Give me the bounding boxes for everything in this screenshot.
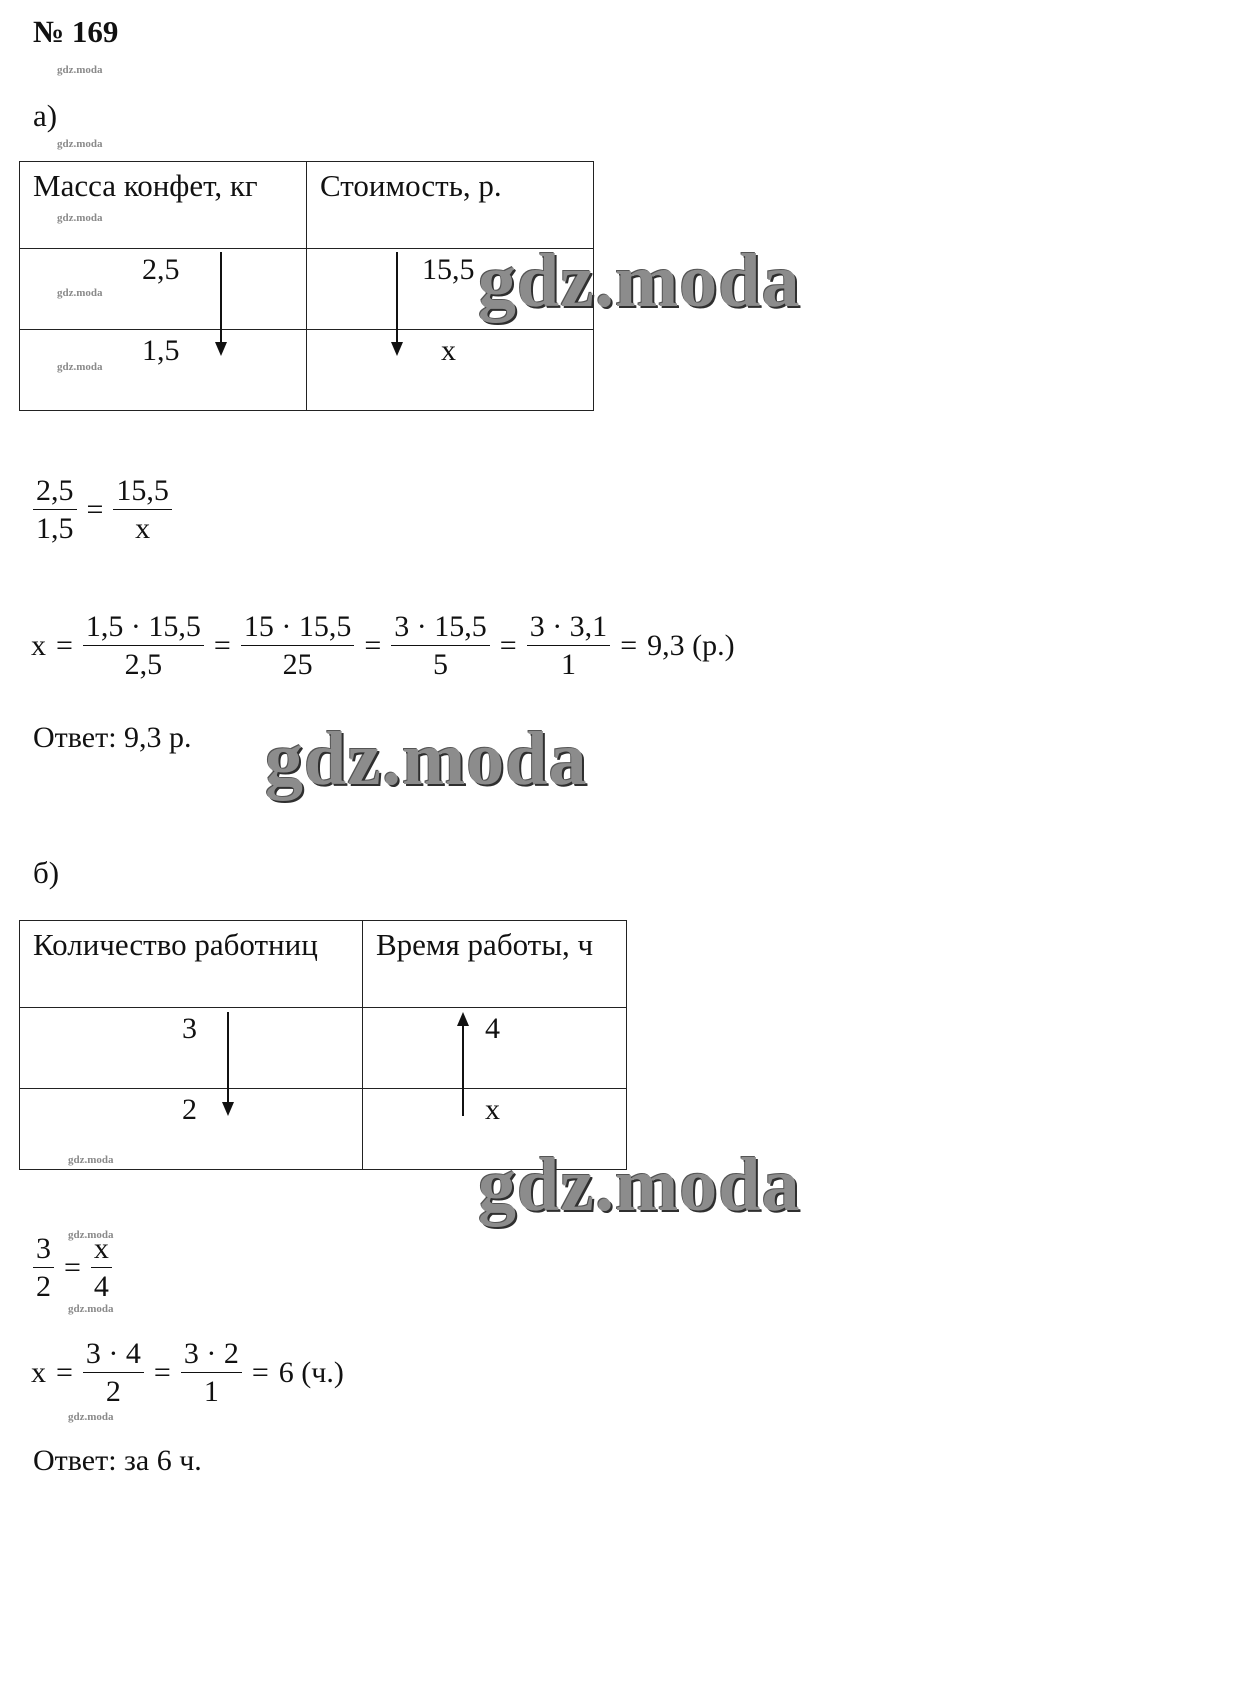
arrow-down-icon xyxy=(220,1010,240,1120)
header-cell xyxy=(363,921,627,1008)
fraction xyxy=(83,1337,144,1408)
cell-value: 1,5 xyxy=(142,334,180,367)
part-a-label: а) xyxy=(33,98,58,133)
problem-number: № 169 xyxy=(33,14,119,49)
table-cell xyxy=(363,1008,627,1089)
cell-value: 2 xyxy=(182,1093,197,1126)
solution-a xyxy=(31,610,735,681)
fraction xyxy=(113,474,172,545)
numerator: 3 · 15,5 xyxy=(391,610,490,646)
answer-b: Ответ: за 6 ч. xyxy=(33,1444,202,1477)
denominator: 1 xyxy=(560,648,576,681)
header-cell xyxy=(307,162,594,249)
numerator: 3 · 3,1 xyxy=(527,610,611,646)
numerator: 15 · 15,5 xyxy=(241,610,355,646)
numerator: 2,5 xyxy=(33,474,77,510)
table-cell xyxy=(20,330,307,411)
fraction xyxy=(391,610,490,681)
proportion-b xyxy=(33,1232,112,1303)
watermark-small: gdz.moda xyxy=(68,1411,114,1423)
arrow-up-icon xyxy=(455,1010,475,1120)
denominator: 2 xyxy=(36,1270,51,1303)
solution-lhs: x xyxy=(31,1355,46,1389)
denominator: 2,5 xyxy=(124,648,163,681)
cell-value: 15,5 xyxy=(422,253,475,286)
header-cell xyxy=(20,921,363,1008)
equals-sign: = xyxy=(153,1355,171,1389)
proportion-a xyxy=(33,474,172,545)
column-header-mass: Масса конфет, кг xyxy=(33,168,258,203)
numerator: x xyxy=(91,1232,112,1268)
denominator: 1,5 xyxy=(36,512,74,545)
fraction xyxy=(181,1337,242,1408)
arrow-down-icon xyxy=(213,250,233,360)
equals-sign: = xyxy=(64,1250,81,1284)
column-header-cost: Стоимость, р. xyxy=(320,168,502,203)
column-header-workers: Количество работниц xyxy=(33,927,318,962)
watermark-small: gdz.moda xyxy=(57,138,103,150)
fraction xyxy=(241,610,355,681)
cell-value: x xyxy=(441,334,456,367)
numerator: 3 · 2 xyxy=(181,1337,242,1373)
fraction xyxy=(83,610,204,681)
numerator: 3 xyxy=(33,1232,54,1268)
denominator: 2 xyxy=(105,1375,121,1408)
table-cell xyxy=(20,1008,363,1089)
watermark-small: gdz.moda xyxy=(57,212,103,224)
part-b-table xyxy=(19,920,627,1170)
equals-sign: = xyxy=(620,628,638,662)
solution-result: 9,3 (р.) xyxy=(647,628,735,662)
table-cell xyxy=(20,1089,363,1170)
answer-a: Ответ: 9,3 р. xyxy=(33,721,192,754)
table-cell xyxy=(307,330,594,411)
denominator: 25 xyxy=(282,648,313,681)
denominator: 5 xyxy=(433,648,449,681)
header-cell xyxy=(20,162,307,249)
fraction xyxy=(33,474,77,545)
fraction xyxy=(91,1232,112,1303)
arrow-down-icon xyxy=(389,250,409,360)
column-header-time: Время работы, ч xyxy=(376,927,594,962)
watermark-small: gdz.moda xyxy=(68,1229,114,1241)
equals-sign: = xyxy=(251,1355,269,1389)
cell-value: 4 xyxy=(485,1012,500,1045)
solution-result: 6 (ч.) xyxy=(278,1355,344,1389)
denominator: 1 xyxy=(203,1375,219,1408)
fraction xyxy=(527,610,611,681)
equals-sign: = xyxy=(86,492,104,526)
numerator: 3 · 4 xyxy=(83,1337,144,1373)
fraction xyxy=(33,1232,54,1303)
watermark-small: gdz.moda xyxy=(68,1154,114,1166)
equals-sign: = xyxy=(499,628,517,662)
watermark-logo: gdz.moda xyxy=(265,717,588,801)
watermark-small: gdz.moda xyxy=(68,1303,114,1315)
watermark-small: gdz.moda xyxy=(57,64,103,76)
equals-sign: = xyxy=(56,1355,73,1389)
numerator: 15,5 xyxy=(113,474,172,510)
solution-b xyxy=(31,1337,344,1408)
numerator: 1,5 · 15,5 xyxy=(83,610,204,646)
solution-lhs: x xyxy=(31,628,46,662)
equals-sign: = xyxy=(213,628,231,662)
equals-sign: = xyxy=(364,628,382,662)
watermark-logo: gdz.moda xyxy=(478,239,801,323)
cell-value: 2,5 xyxy=(142,253,180,286)
cell-value: x xyxy=(485,1093,500,1126)
watermark-small: gdz.moda xyxy=(57,287,103,299)
equals-sign: = xyxy=(56,628,73,662)
denominator: 4 xyxy=(93,1270,109,1303)
watermark-small: gdz.moda xyxy=(57,361,103,373)
cell-value: 3 xyxy=(182,1012,197,1045)
watermark-logo: gdz.moda xyxy=(478,1143,801,1227)
denominator: x xyxy=(135,512,151,545)
part-b-label: б) xyxy=(33,855,60,890)
table-cell xyxy=(20,249,307,330)
